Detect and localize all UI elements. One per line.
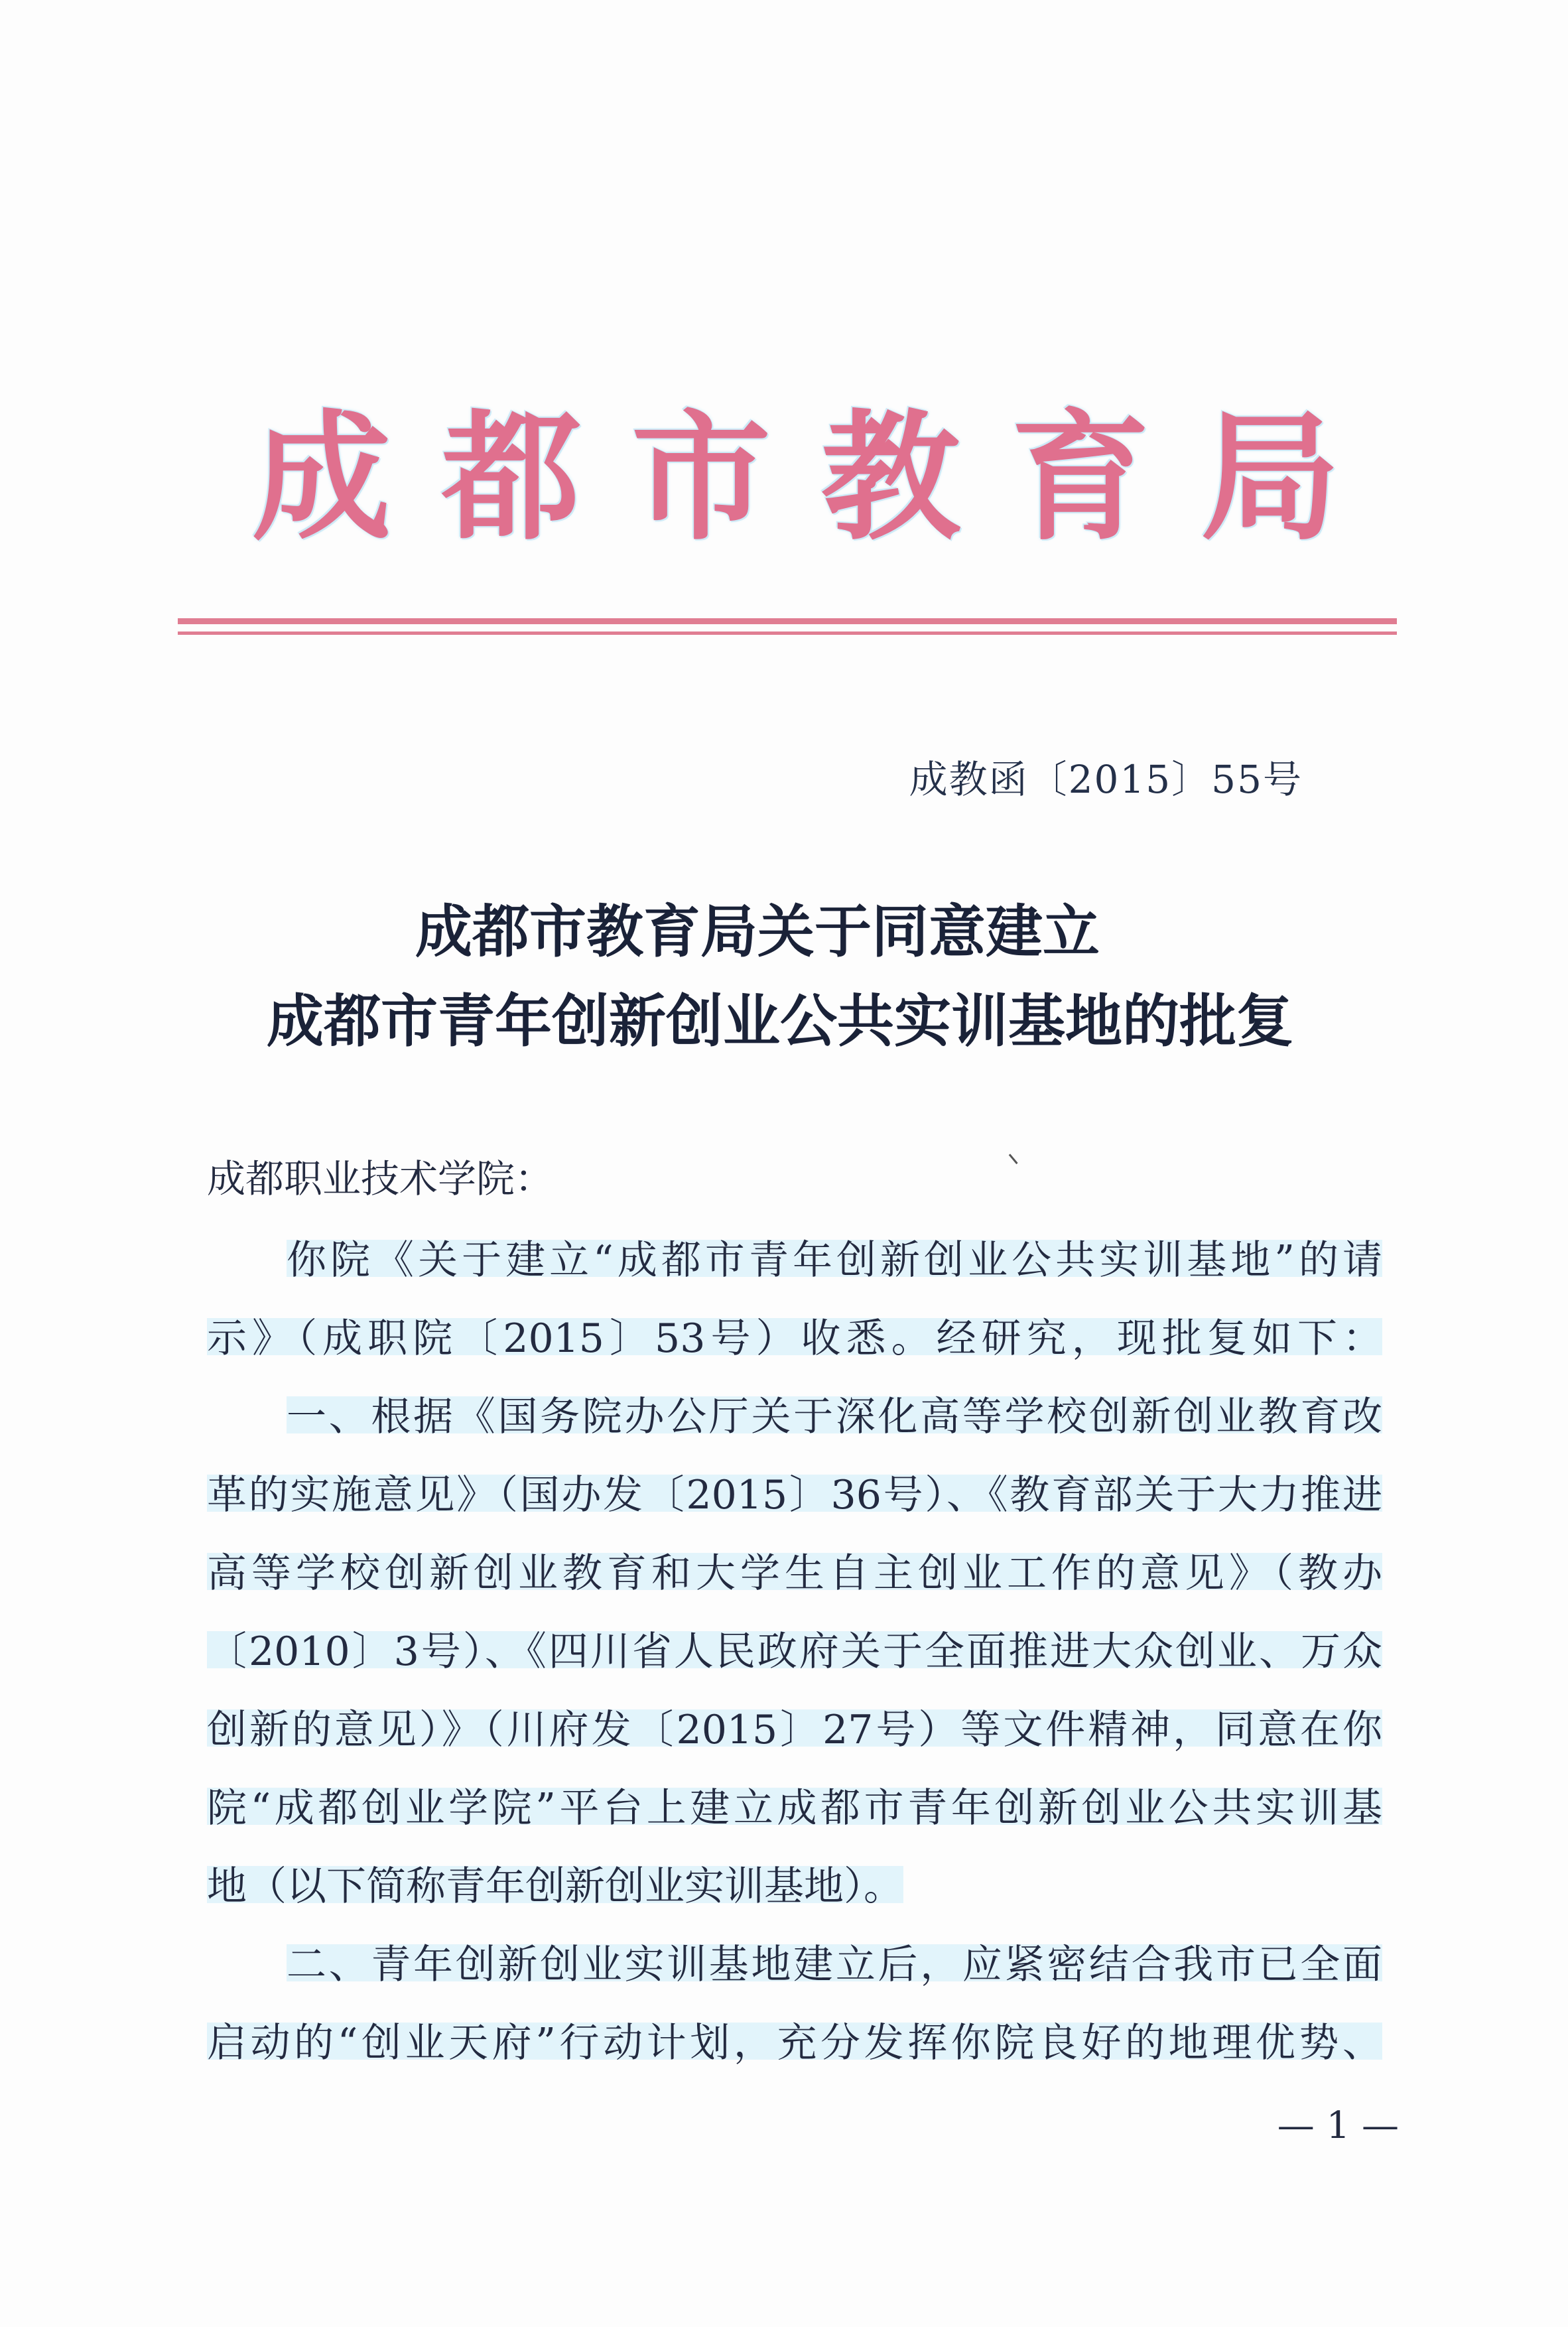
document-number: 成教函〔2015〕55号 — [909, 757, 1303, 802]
document-title-line-1: 成都市教育局关于同意建立 — [415, 898, 1100, 965]
body-line: 院“成都创业学院”平台上建立成都市青年创新创业公共实训基 — [207, 1776, 1382, 1833]
body-line: 地（以下简称青年创新创业实训基地）。 — [207, 1855, 903, 1912]
body-line: 创新的意见）》（川府发〔2015〕27号）等文件精神，同意在你 — [207, 1698, 1382, 1755]
letterhead-char: 育 — [1010, 395, 1150, 559]
body-line: 革的实施意见》（国办发〔2015〕36号）、《教育部关于大力推进 — [207, 1463, 1382, 1520]
page-number: — 1 — — [1277, 2104, 1399, 2147]
letterhead-char: 局 — [1200, 395, 1340, 559]
issuer-letterhead — [252, 395, 1340, 559]
letterhead-char: 都 — [441, 395, 581, 559]
document-title-line-2: 成都市青年创新创业公共实训基地的批复 — [267, 988, 1293, 1055]
letterhead-char: 教 — [820, 395, 960, 559]
body-line: 高等学校创新创业教育和大学生自主创业工作的意见》（教办 — [207, 1542, 1382, 1599]
letterhead-divider-thin — [178, 632, 1397, 635]
addressee: 成都职业技术学院： — [207, 1156, 554, 1201]
body-line: 你院《关于建立“成都市青年创新创业公共实训基地”的请 — [287, 1229, 1382, 1286]
body-line: 示》（成职院〔2015〕53号）收悉。经研究，现批复如下： — [207, 1307, 1382, 1364]
body-line: 〔2010〕3号）、《四川省人民政府关于全面推进大众创业、万众 — [207, 1620, 1382, 1677]
letterhead-divider-thick — [178, 618, 1397, 624]
letterhead-char: 成 — [252, 395, 392, 559]
body-line: 启动的“创业天府”行动计划，充分发挥你院良好的地理优势、 — [207, 2011, 1382, 2068]
scan-speck — [1009, 1150, 1023, 1164]
body-line: 一、根据《国务院办公厅关于深化高等学校创新创业教育改 — [287, 1385, 1382, 1442]
letterhead-char: 市 — [631, 395, 771, 559]
body-line: 二、青年创新创业实训基地建立后，应紧密结合我市已全面 — [287, 1933, 1382, 1990]
